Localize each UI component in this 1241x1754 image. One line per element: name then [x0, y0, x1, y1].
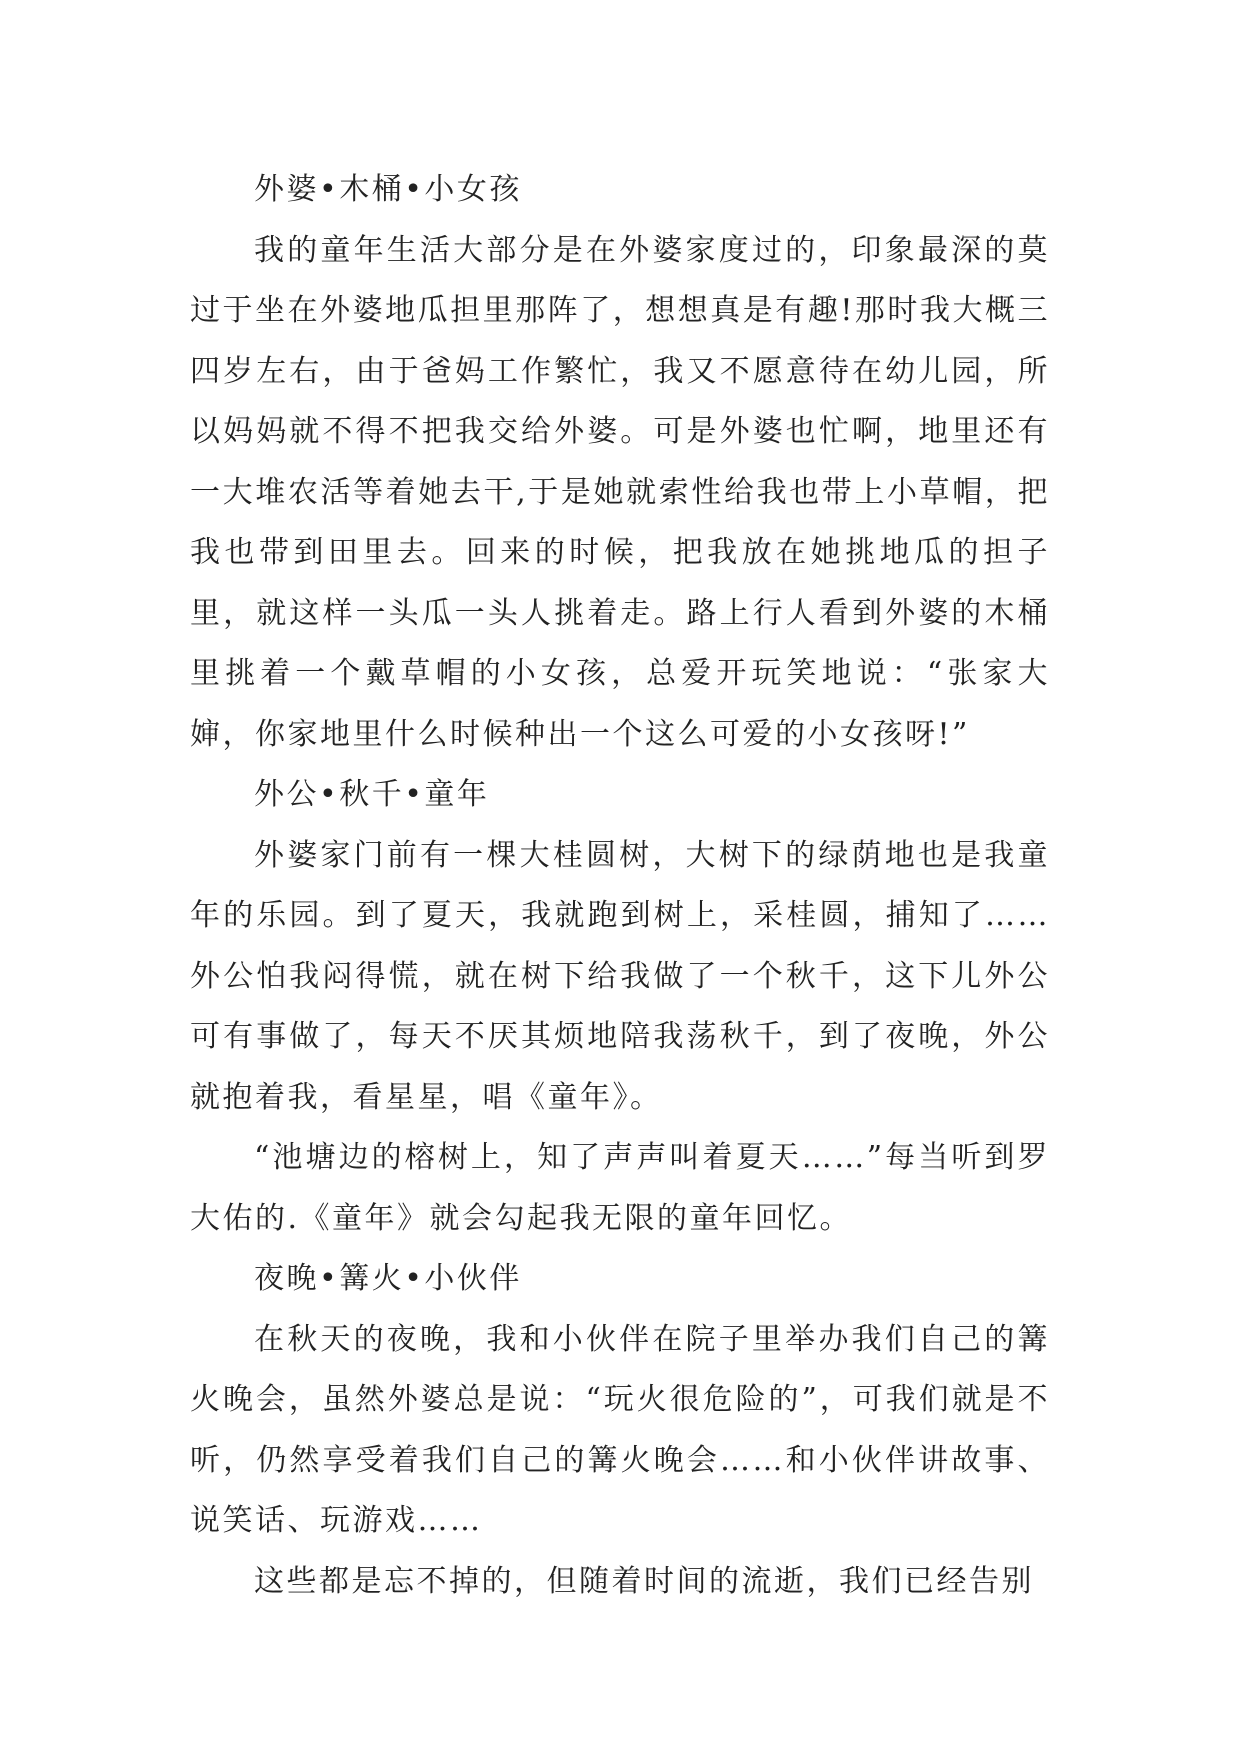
- paragraph-bonfire-night: 在秋天的夜晚，我和小伙伴在院子里举办我们自己的篝火晚会，虽然外婆总是说：“玩火很危险的”，可我们就是不听，仍然享受着我们自己的篝火晚会……和小伙伴讲故事、说笑话、玩游戏……: [190, 1321, 1050, 1538]
- document-body: [190, 160, 1050, 1612]
- paragraph-farewell: 这些都是忘不掉的，但随着时间的流逝，我们已经告别: [254, 1563, 1034, 1599]
- section-heading-bonfire: 夜晚•篝火•小伙伴: [254, 1261, 522, 1296]
- paragraph-childhood-song: “池塘边的榕树上，知了声声叫着夏天……”每当听到罗大佑的.《童年》就会勾起我无限的童年回忆。: [190, 1140, 1050, 1236]
- section-heading-grandma: 外婆•木桶•小女孩: [254, 172, 522, 207]
- paragraph-grandpa-swing: 外婆家门前有一棵大桂圆树，大树下的绿荫地也是我童年的乐园。到了夏天，我就跑到树上，采桂圆，捕知了……外公怕我闷得慌，就在树下给我做了一个秋千，这下儿外公可有事做了，每天不厌其烦地陪我荡秋千，到了夜晚，外公就抱着我，看星星，唱《童年》。: [190, 837, 1050, 1115]
- paragraph-grandma-bucket: 我的童年生活大部分是在外婆家度过的，印象最深的莫过于坐在外婆地瓜担里那阵了，想想真是有趣!那时我大概三四岁左右，由于爸妈工作繁忙，我又不愿意待在幼儿园，所以妈妈就不得不把我交给外婆。可是外婆也忙啊，地里还有一大堆农活等着她去干,于是她就索性给我也带上小草帽，把我也带到田里去。回来的时候，把我放在她挑地瓜的担子里，就这样一头瓜一头人挑着走。路上行人看到外婆的木桶里挑着一个戴草帽的小女孩，总爱开玩笑地说：“张家大婶，你家地里什么时候种出一个这么可爱的小女孩呀!”: [190, 232, 1050, 752]
- section-heading-grandpa: 外公•秋千•童年: [254, 777, 490, 812]
